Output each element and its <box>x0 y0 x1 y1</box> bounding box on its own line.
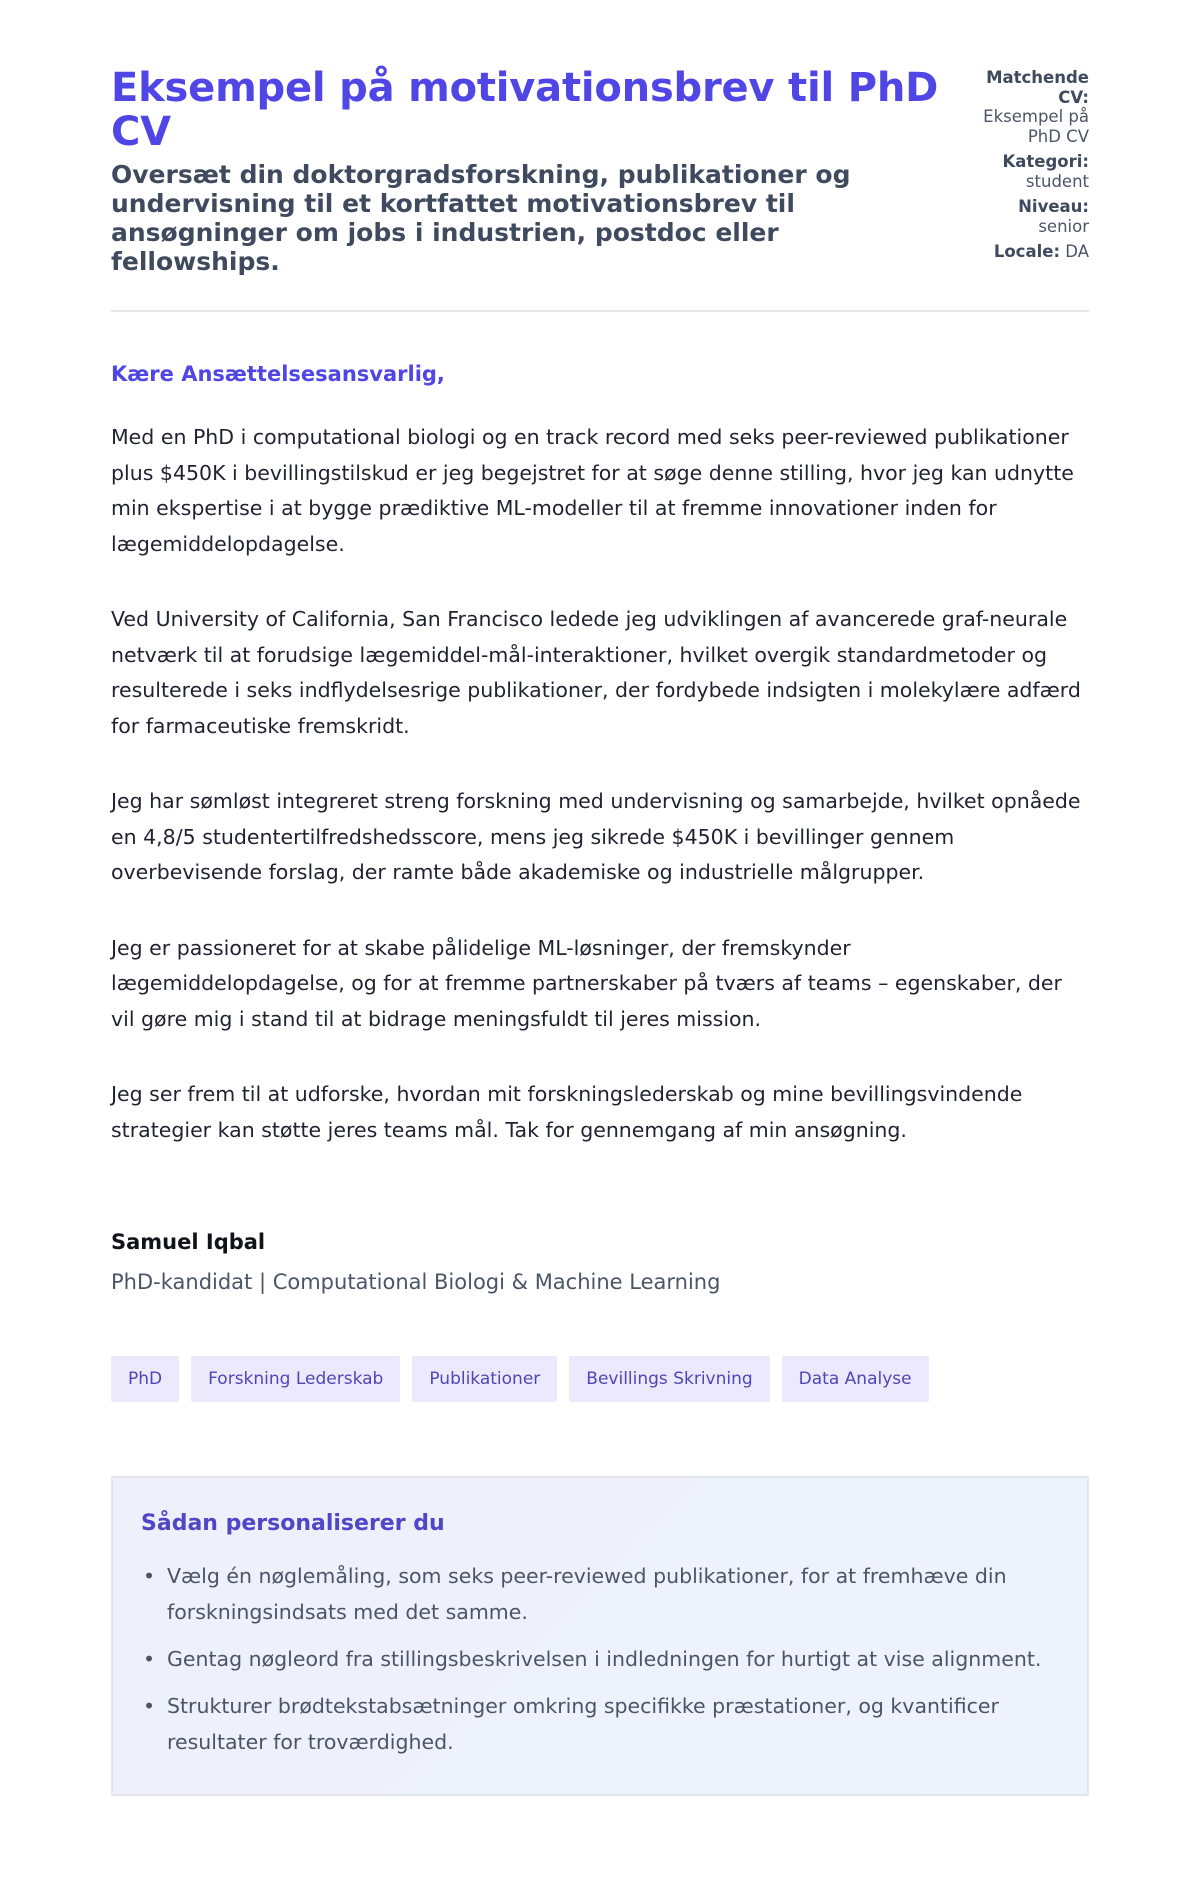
tip-item <box>141 1641 1059 1677</box>
bullet-icon: • <box>143 1647 156 1671</box>
header-text <box>111 66 941 276</box>
tag-list <box>111 1356 1089 1402</box>
personalization-tips <box>111 1476 1089 1796</box>
meta-locale-label: Locale: <box>993 242 1061 261</box>
tip-item <box>141 1688 1059 1760</box>
bullet-icon: • <box>143 1694 156 1718</box>
letter-paragraph: Med en PhD i computational biologi og en track record med seks peer-reviewed publikationer plus $450K i bevillingstilskud er jeg begejstret for at søge denne stilling, hvor jeg kan udnytte min ekspertise i at bygge prædiktive ML-modeller til at fremme innovationer inden for lægemiddelopdagelse. <box>111 425 1074 556</box>
letter-greeting: Kære Ansættelsesansvarlig, <box>111 362 445 386</box>
meta-panel <box>969 66 1089 268</box>
meta-level-label: Niveau: <box>1018 197 1089 216</box>
tag-grant-writing[interactable]: Bevillings Skrivning <box>569 1356 769 1402</box>
letter-paragraph: Ved University of California, San Francisco ledede jeg udviklingen af avancerede graf-neurale netværk til at forudsige lægemiddel-mål-interaktioner, hvilket overgik standardmetoder og resulterede i seks indflydelsesrige publikationer, der fordybede indsigten i molekylære adfærd for farmaceutiske fremskridt. <box>111 607 1081 738</box>
bullet-icon: • <box>143 1564 156 1588</box>
meta-category-label: Kategori: <box>1002 152 1089 171</box>
tip-item <box>141 1558 1059 1630</box>
meta-level <box>969 197 1089 236</box>
signature-name: Samuel Iqbal <box>111 1230 266 1254</box>
page-subtitle: Oversæt din doktorgradsforskning, publikationer og undervisning til et kortfattet motivationsbrev til ansøgninger om jobs i industrien, postdoc eller fellowships. <box>111 160 851 276</box>
meta-matching-cv-label: Matchende CV: <box>986 68 1089 107</box>
tag-publications[interactable]: Publikationer <box>412 1356 557 1402</box>
meta-locale-value: DA <box>1065 242 1089 261</box>
tag-phd[interactable]: PhD <box>111 1356 179 1402</box>
tips-list <box>141 1558 1059 1760</box>
page <box>111 0 1089 1796</box>
letter-paragraph: Jeg har sømløst integreret streng forskning med undervisning og samarbejde, hvilket opnåede en 4,8/5 studentertilfredshedsscore, mens jeg sikrede $450K i bevillinger gennem overbevisende forslag, der ramte både akademiske og industrielle målgrupper. <box>111 789 1081 884</box>
tip-text: Gentag nøgleord fra stillingsbeskrivelsen i indledningen for hurtigt at vise alignment. <box>167 1647 1042 1671</box>
cover-letter <box>111 312 1089 1296</box>
page-header <box>111 66 1089 312</box>
tip-text: Strukturer brødtekstabsætninger omkring specifikke præstationer, og kvantificer resultater for troværdighed. <box>167 1694 999 1754</box>
meta-matching-cv-value: Eksempel på PhD CV <box>983 107 1089 146</box>
signature-title: PhD-kandidat | Computational Biologi & Machine Learning <box>111 1270 721 1294</box>
signature <box>111 1228 1089 1296</box>
tag-research-leadership[interactable]: Forskning Lederskab <box>191 1356 400 1402</box>
meta-locale <box>969 242 1089 262</box>
letter-paragraph: Jeg er passioneret for at skabe pålidelige ML-løsninger, der fremskynder lægemiddelopdagelse, og for at fremme partnerskaber på tværs af teams – egenskaber, der vil gøre mig i stand til at bidrage meningsfuldt til jeres mission. <box>111 935 1062 1031</box>
meta-level-value: senior <box>1038 216 1089 236</box>
tips-title: Sådan personaliserer du <box>141 1511 445 1536</box>
meta-matching-cv <box>969 68 1089 146</box>
page-title: Eksempel på motivationsbrev til PhD CV <box>111 65 939 155</box>
letter-paragraph: Jeg ser frem til at udforske, hvordan mit forskningslederskab og mine bevillingsvindende strategier kan støtte jeres teams mål. Tak for gennemgang af min ansøgning. <box>111 1082 1023 1142</box>
tip-text: Vælg én nøglemåling, som seks peer-reviewed publikationer, for at fremhæve din forskningsindsats med det samme. <box>167 1564 1007 1624</box>
meta-category-value: student <box>1025 171 1089 191</box>
tag-data-analysis[interactable]: Data Analyse <box>782 1356 929 1402</box>
meta-category <box>969 152 1089 191</box>
